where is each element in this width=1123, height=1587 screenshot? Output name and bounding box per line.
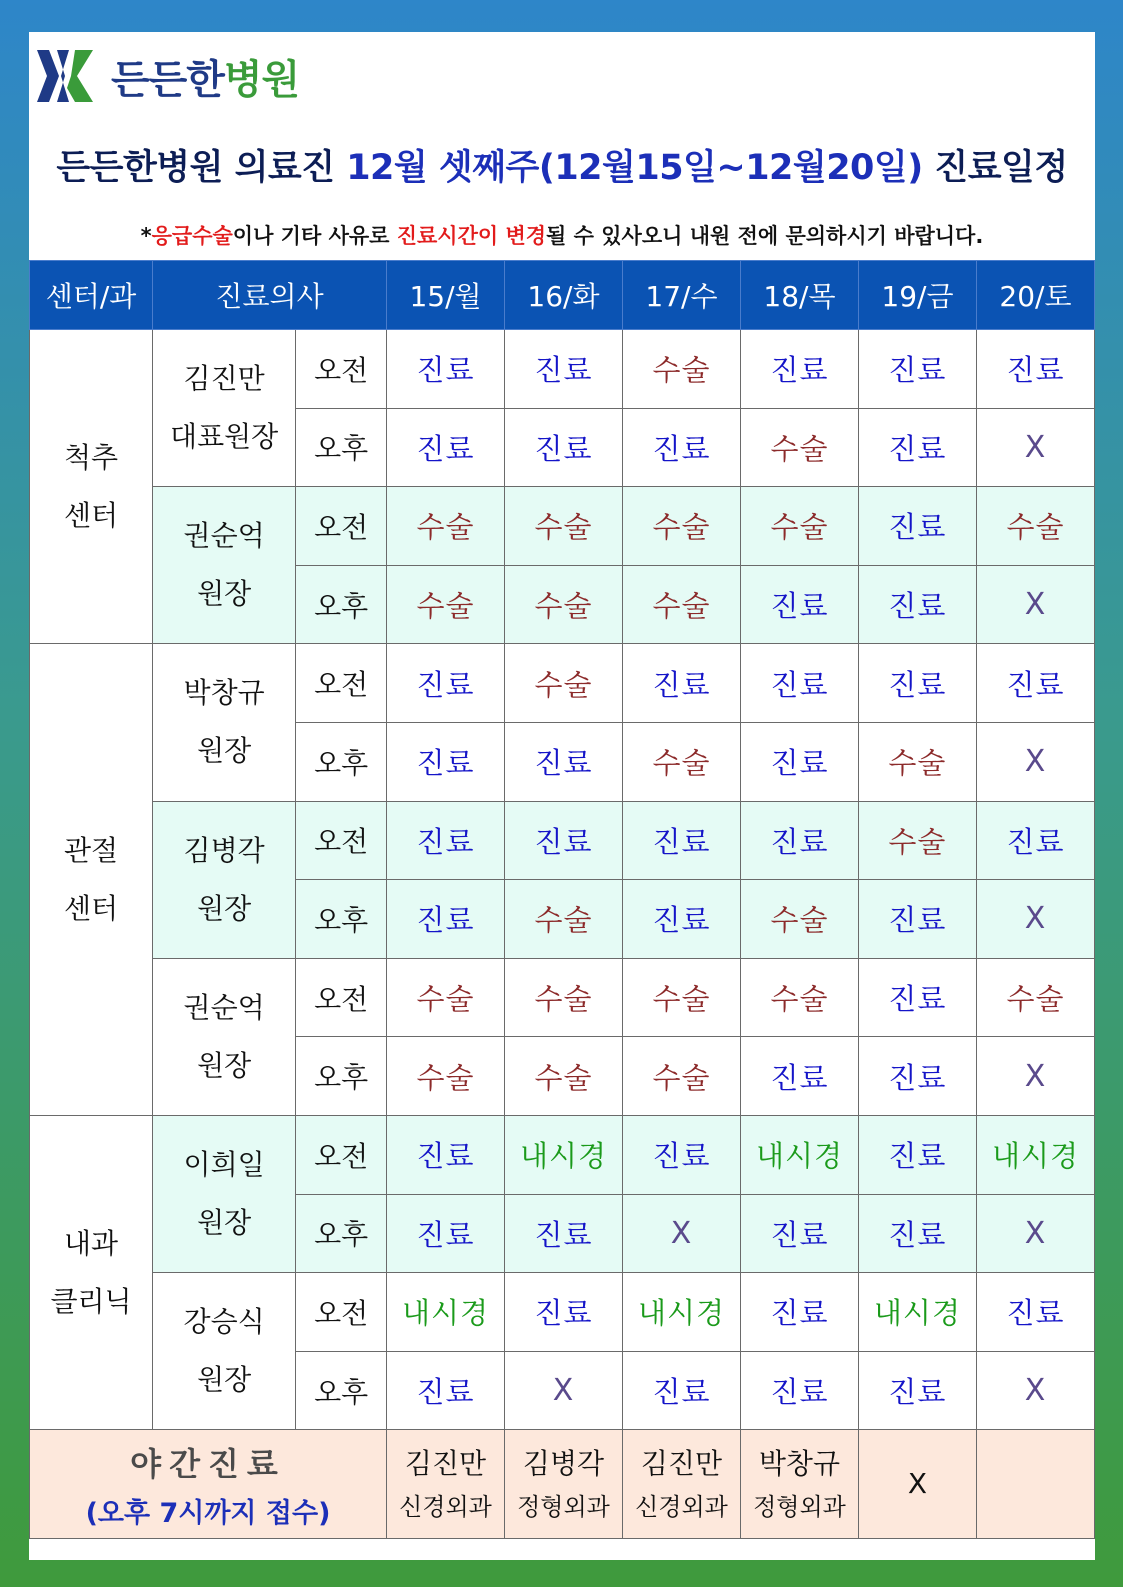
pm-label: 오후 xyxy=(296,1194,387,1273)
schedule-cell: 진료 xyxy=(740,1273,858,1352)
schedule-cell: 수술 xyxy=(505,958,623,1037)
header-day: 18/목 xyxy=(740,261,858,330)
am-label: 오전 xyxy=(296,801,387,880)
table-row xyxy=(30,958,1095,1037)
night-cell: X xyxy=(858,1430,976,1539)
night-clinic-label-cell xyxy=(30,1430,387,1539)
schedule-cell: 진료 xyxy=(858,644,976,723)
center-name: 센터 xyxy=(63,498,119,532)
schedule-cell: X xyxy=(976,1037,1094,1116)
notice-text: *응급수술이나 기타 사유로 진료시간이 변경될 수 있사오니 내원 전에 문의하시기 바랍니다. xyxy=(140,224,984,248)
am-label: 오전 xyxy=(296,1115,387,1194)
doctor-name: 권순억 xyxy=(183,990,265,1024)
schedule-cell: X xyxy=(976,1351,1094,1430)
schedule-cell: 내시경 xyxy=(387,1273,505,1352)
header-day: 19/금 xyxy=(858,261,976,330)
schedule-cell: X xyxy=(505,1351,623,1430)
schedule-cell: 진료 xyxy=(622,1351,740,1430)
header-day: 16/화 xyxy=(505,261,623,330)
center-name-cell xyxy=(30,644,153,1116)
schedule-cell: 진료 xyxy=(740,330,858,409)
hospital-logo-icon xyxy=(35,48,97,104)
schedule-cell: X xyxy=(976,565,1094,644)
schedule-cell: 수술 xyxy=(622,1037,740,1116)
schedule-cell: 진료 xyxy=(858,1115,976,1194)
schedule-cell: 진료 xyxy=(387,722,505,801)
schedule-cell: 진료 xyxy=(858,1037,976,1116)
schedule-cell: 진료 xyxy=(505,722,623,801)
schedule-cell: 진료 xyxy=(740,565,858,644)
night-cell xyxy=(976,1430,1094,1539)
schedule-cell: 수술 xyxy=(976,958,1094,1037)
schedule-cell: 진료 xyxy=(622,644,740,723)
schedule-cell: 진료 xyxy=(858,330,976,409)
night-clinic-sub: (오후 7시까지 접수) xyxy=(85,1497,331,1529)
doctor-name: 원장 xyxy=(197,1048,252,1082)
schedule-cell: 수술 xyxy=(505,487,623,566)
schedule-cell: 진료 xyxy=(387,1194,505,1273)
schedule-cell: 내시경 xyxy=(976,1115,1094,1194)
schedule-cell: 수술 xyxy=(740,880,858,959)
schedule-cell: 진료 xyxy=(505,330,623,409)
pm-label: 오후 xyxy=(296,565,387,644)
hospital-logo xyxy=(35,46,299,106)
schedule-cell: 수술 xyxy=(858,801,976,880)
doctor-name-cell xyxy=(153,958,296,1115)
schedule-cell: 진료 xyxy=(387,644,505,723)
hospital-logo-text: 든든한병원 xyxy=(111,56,300,103)
doctor-name-cell xyxy=(153,330,296,487)
schedule-cell: 수술 xyxy=(387,565,505,644)
schedule-cell: 진료 xyxy=(858,408,976,487)
table-row xyxy=(30,330,1095,409)
table-row xyxy=(30,1273,1095,1352)
schedule-cell: 진료 xyxy=(622,880,740,959)
center-name-cell xyxy=(30,1115,153,1429)
schedule-cell: 수술 xyxy=(505,565,623,644)
schedule-cell: 수술 xyxy=(740,408,858,487)
doctor-name: 원장 xyxy=(197,734,252,768)
am-label: 오전 xyxy=(296,958,387,1037)
center-name-cell xyxy=(30,330,153,644)
doctor-name: 김병각 xyxy=(183,833,265,867)
doctor-name-cell xyxy=(153,487,296,644)
pm-label: 오후 xyxy=(296,1351,387,1430)
am-label: 오전 xyxy=(296,330,387,409)
schedule-cell: 진료 xyxy=(740,801,858,880)
schedule-cell: X xyxy=(976,408,1094,487)
doctor-name: 김진만 xyxy=(183,362,265,396)
table-header-row xyxy=(30,261,1095,330)
schedule-cell: 진료 xyxy=(740,1194,858,1273)
pm-label: 오후 xyxy=(296,1037,387,1116)
schedule-cell: 진료 xyxy=(976,644,1094,723)
night-clinic-row xyxy=(30,1430,1095,1539)
schedule-cell: 내시경 xyxy=(740,1115,858,1194)
schedule-cell: 진료 xyxy=(976,801,1094,880)
doctor-name: 원장 xyxy=(197,1363,252,1397)
table-row xyxy=(30,801,1095,880)
schedule-cell: 진료 xyxy=(858,880,976,959)
schedule-cell: 진료 xyxy=(387,408,505,487)
doctor-name-cell xyxy=(153,1115,296,1272)
schedule-cell: 진료 xyxy=(505,408,623,487)
center-name: 관절 xyxy=(63,833,119,867)
schedule-cell: X xyxy=(976,1194,1094,1273)
doctor-name: 박창규 xyxy=(183,676,265,710)
doctor-name-cell xyxy=(153,644,296,801)
schedule-cell: 내시경 xyxy=(505,1115,623,1194)
schedule-cell: 진료 xyxy=(622,408,740,487)
schedule-cell: 진료 xyxy=(387,1115,505,1194)
header-day: 15/월 xyxy=(387,261,505,330)
doctor-name: 원장 xyxy=(197,1206,252,1240)
schedule-cell: 진료 xyxy=(740,722,858,801)
pm-label: 오후 xyxy=(296,880,387,959)
header-day: 17/수 xyxy=(622,261,740,330)
schedule-cell: 내시경 xyxy=(858,1273,976,1352)
schedule-cell: 진료 xyxy=(858,1351,976,1430)
schedule-cell: X xyxy=(622,1194,740,1273)
night-clinic-label: 야간진료 xyxy=(130,1444,286,1483)
schedule-cell: 진료 xyxy=(387,801,505,880)
schedule-cell: 수술 xyxy=(622,487,740,566)
schedule-cell: 진료 xyxy=(858,1194,976,1273)
schedule-cell: 진료 xyxy=(740,644,858,723)
center-name: 클리닉 xyxy=(50,1284,132,1318)
schedule-cell: X xyxy=(976,880,1094,959)
header-doctor: 진료의사 xyxy=(153,261,387,330)
schedule-cell: 내시경 xyxy=(622,1273,740,1352)
schedule-cell: 진료 xyxy=(387,1351,505,1430)
header-center: 센터/과 xyxy=(30,261,153,330)
schedule-cell: 수술 xyxy=(387,487,505,566)
schedule-cell: 수술 xyxy=(740,487,858,566)
night-cell: 김병각 정형외과 xyxy=(505,1430,623,1539)
am-label: 오전 xyxy=(296,1273,387,1352)
center-name: 내과 xyxy=(63,1226,119,1260)
doctor-name: 강승식 xyxy=(183,1305,265,1339)
schedule-cell: 진료 xyxy=(858,487,976,566)
doctor-name: 원장 xyxy=(197,577,252,611)
schedule-cell: 진료 xyxy=(976,330,1094,409)
schedule-cell: 수술 xyxy=(622,565,740,644)
doctor-name: 원장 xyxy=(197,891,252,925)
schedule-cell: 진료 xyxy=(858,565,976,644)
schedule-card xyxy=(29,32,1095,1560)
schedule-cell: 진료 xyxy=(505,1194,623,1273)
schedule-cell: 수술 xyxy=(505,880,623,959)
schedule-cell: 수술 xyxy=(622,722,740,801)
am-label: 오전 xyxy=(296,644,387,723)
pm-label: 오후 xyxy=(296,408,387,487)
schedule-cell: 진료 xyxy=(622,1115,740,1194)
table-row xyxy=(30,487,1095,566)
doctor-name-cell xyxy=(153,801,296,958)
schedule-cell: 수술 xyxy=(976,487,1094,566)
table-row xyxy=(30,644,1095,723)
schedule-cell: 진료 xyxy=(976,1273,1094,1352)
center-name: 센터 xyxy=(63,891,119,925)
schedule-cell: 수술 xyxy=(387,958,505,1037)
schedule-table xyxy=(29,260,1095,1539)
pm-label: 오후 xyxy=(296,722,387,801)
am-label: 오전 xyxy=(296,487,387,566)
schedule-cell: 진료 xyxy=(505,801,623,880)
schedule-cell: 진료 xyxy=(387,880,505,959)
schedule-cell: 수술 xyxy=(622,958,740,1037)
table-row xyxy=(30,1115,1095,1194)
schedule-cell: 진료 xyxy=(858,958,976,1037)
schedule-cell: 진료 xyxy=(505,1273,623,1352)
schedule-cell: 수술 xyxy=(858,722,976,801)
schedule-cell: X xyxy=(976,722,1094,801)
header-day: 20/토 xyxy=(976,261,1094,330)
page-title: 든든한병원 의료진 12월 셋째주(12월15일~12월20일) 진료일정 xyxy=(56,148,1068,188)
schedule-cell: 진료 xyxy=(622,801,740,880)
schedule-cell: 진료 xyxy=(740,1037,858,1116)
doctor-name: 대표원장 xyxy=(170,420,279,454)
doctor-name-cell xyxy=(153,1273,296,1430)
schedule-cell: 수술 xyxy=(387,1037,505,1116)
night-cell: 김진만 신경외과 xyxy=(622,1430,740,1539)
doctor-name: 권순억 xyxy=(183,519,265,553)
schedule-cell: 수술 xyxy=(505,1037,623,1116)
center-name: 척추 xyxy=(63,440,119,474)
schedule-cell: 수술 xyxy=(505,644,623,723)
schedule-cell: 수술 xyxy=(740,958,858,1037)
schedule-cell: 진료 xyxy=(387,330,505,409)
night-cell: 박창규 정형외과 xyxy=(740,1430,858,1539)
schedule-cell: 수술 xyxy=(622,330,740,409)
doctor-name: 이희일 xyxy=(183,1148,265,1182)
schedule-cell: 진료 xyxy=(740,1351,858,1430)
night-cell: 김진만 신경외과 xyxy=(387,1430,505,1539)
